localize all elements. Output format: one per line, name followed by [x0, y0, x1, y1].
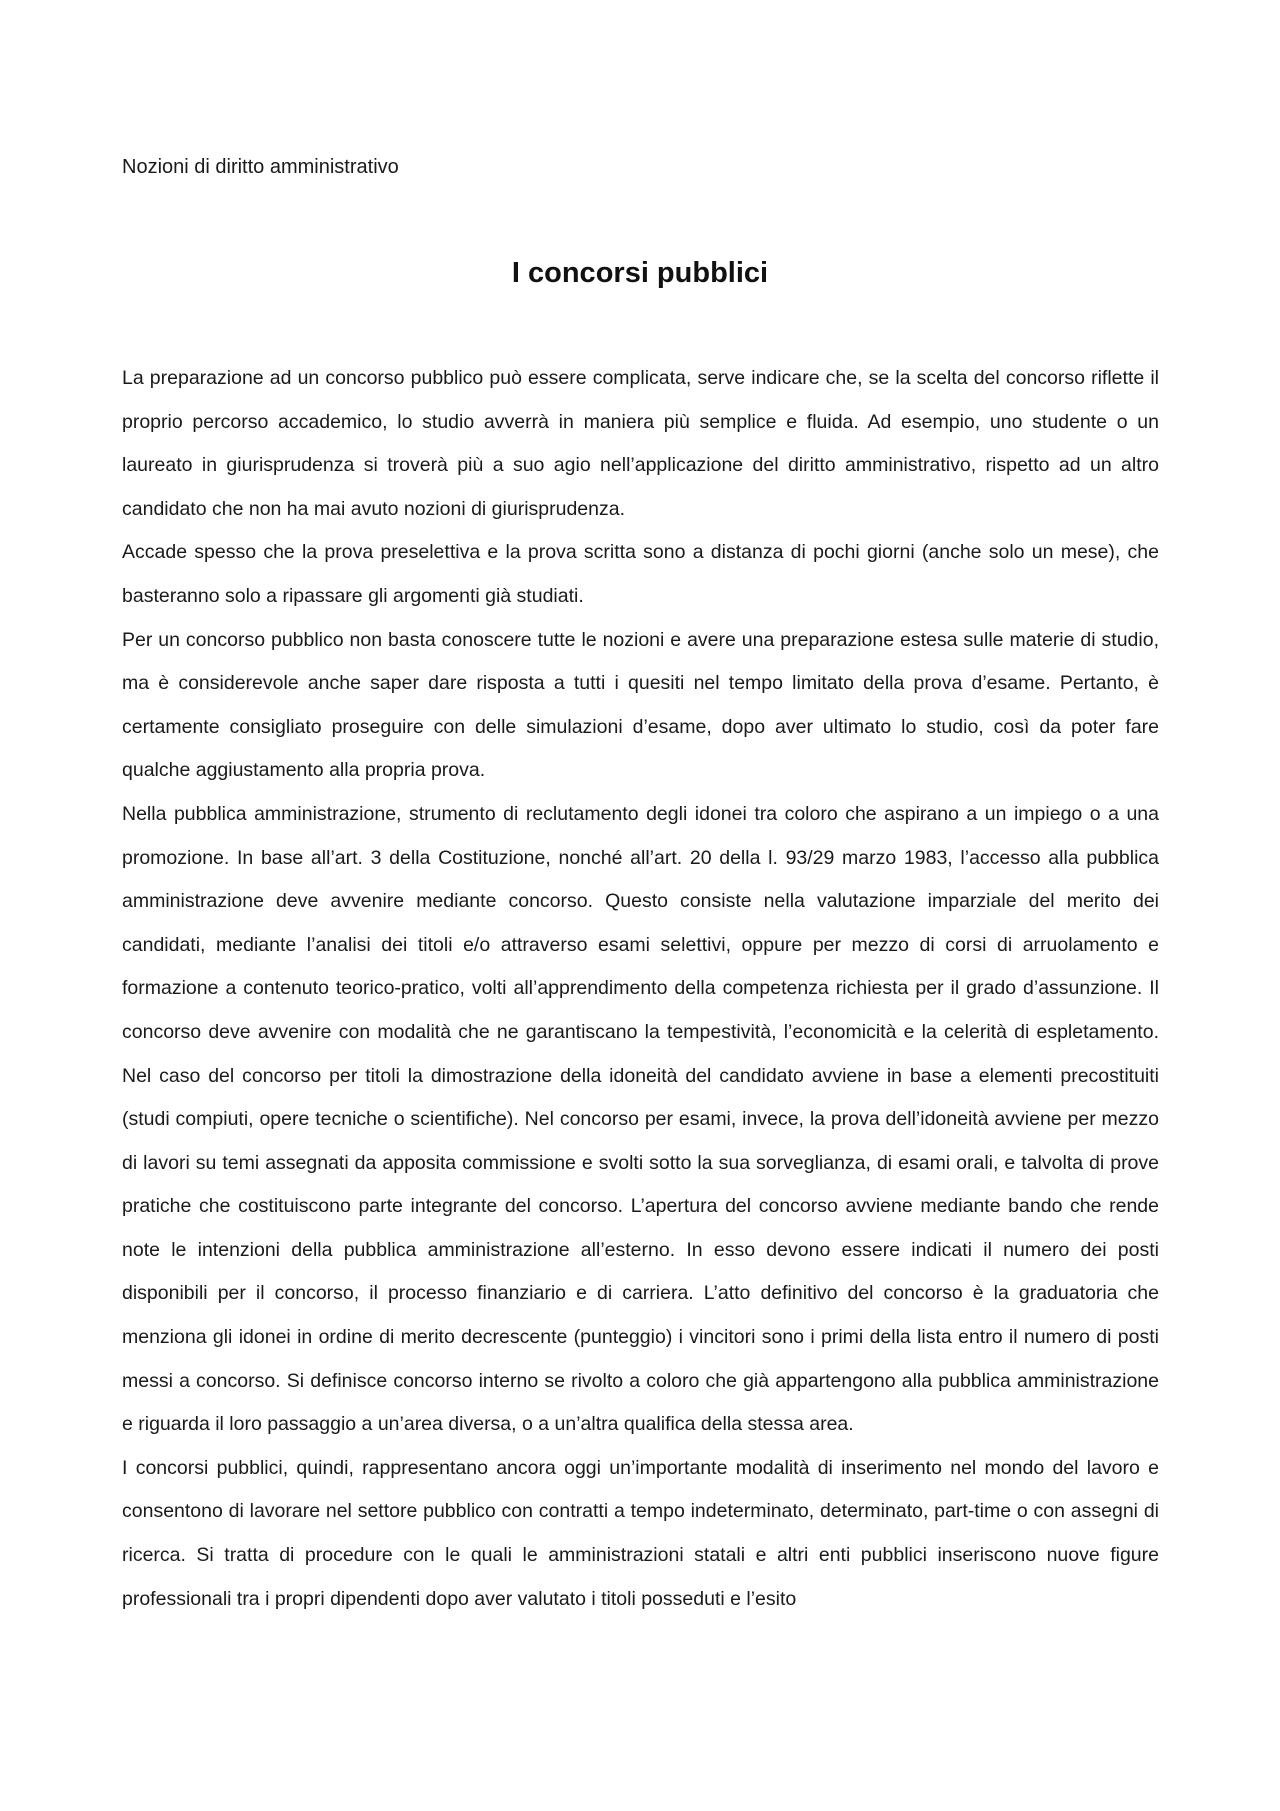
- body-paragraph-4: Nella pubblica amministrazione, strumento di reclutamento degli idonei tra coloro che aspirano a un impiego o a una promozione. In base all’art. 3 della Costituzione, nonché all’art. 20 della l. 93/29 marzo 1983, l’accesso alla pubblica amministrazione deve avvenire mediante concorso. Questo consiste nella valutazione imparziale del merito dei candidati, mediante l’analisi dei titoli e/o attraverso esami selettivi, oppure per mezzo di corsi di arruolamento e formazione a contenuto teorico-pratico, volti all’apprendimento della competenza richiesta per il grado d’assunzione. Il concorso deve avvenire con modalità che ne garantiscano la tempestività, l’economicità e la celerità di espletamento. Nel caso del concorso per titoli la dimostrazione della idoneità del candidato avviene in base a elementi precostituiti (studi compiuti, opere tecniche o scientifiche). Nel concorso per esami, invece, la prova dell’idoneità avviene per mezzo di lavori su temi assegnati da apposita commissione e svolti sotto la sua sorveglianza, di esami orali, e talvolta di prove pratiche che costituiscono parte integrante del concorso. L’apertura del concorso avviene mediante bando che rende note le intenzioni della pubblica amministrazione all’esterno. In esso devono essere indicati il numero dei posti disponibili per il concorso, il processo finanziario e di carriera. L’atto definitivo del concorso è la graduatoria che menziona gli idonei in ordine di merito decrescente (punteggio) i vincitori sono i primi della lista entro il numero di posti messi a concorso. Si definisce concorso interno se rivolto a coloro che già appartengono alla pubblica amministrazione e riguarda il loro passaggio a un’area diversa, o a un’altra qualifica della stessa area.: [122, 802, 1159, 1436]
- document-title: I concorsi pubblici: [511, 257, 769, 289]
- body-paragraph-3: Per un concorso pubblico non basta conoscere tutte le nozioni e avere una preparazione estesa sulle materie di studio, ma è considerevole anche saper dare risposta a tutti i quesiti nel tempo limitato della prova d’esame. Pertanto, è certamente consigliato proseguire con delle simulazioni d’esame, dopo aver ultimato lo studio, così da poter fare qualche aggiustamento alla propria prova.: [122, 628, 1159, 782]
- body-paragraph-5: I concorsi pubblici, quindi, rappresentano ancora oggi un’importante modalità di inserimento nel mondo del lavoro e consentono di lavorare nel settore pubblico con contratti a tempo indeterminato, determinato, part-time o con assegni di ricerca. Si tratta di procedure con le quali le amministrazioni statali e altri enti pubblici inseriscono nuove figure professionali tra i propri dipendenti dopo aver valutato i titoli posseduti e l’esito: [122, 1456, 1159, 1610]
- body-paragraph-1: La preparazione ad un concorso pubblico può essere complicata, serve indicare che, se la scelta del concorso riflette il proprio percorso accademico, lo studio avverrà in maniera più semplice e fluida. Ad esempio, uno studente o un laureato in giurisprudenza si troverà più a suo agio nell’applicazione del diritto amministrativo, rispetto ad un altro candidato che non ha mai avuto nozioni di giurisprudenza.: [122, 367, 1159, 520]
- document-header: Nozioni di diritto amministrativo: [122, 156, 399, 178]
- body-paragraph-2: Accade spesso che la prova preselettiva e la prova scritta sono a distanza di pochi giorni (anche solo un mese), che basteranno solo a ripassare gli argomenti già studiati.: [122, 541, 1159, 607]
- document-body: [122, 357, 1159, 1621]
